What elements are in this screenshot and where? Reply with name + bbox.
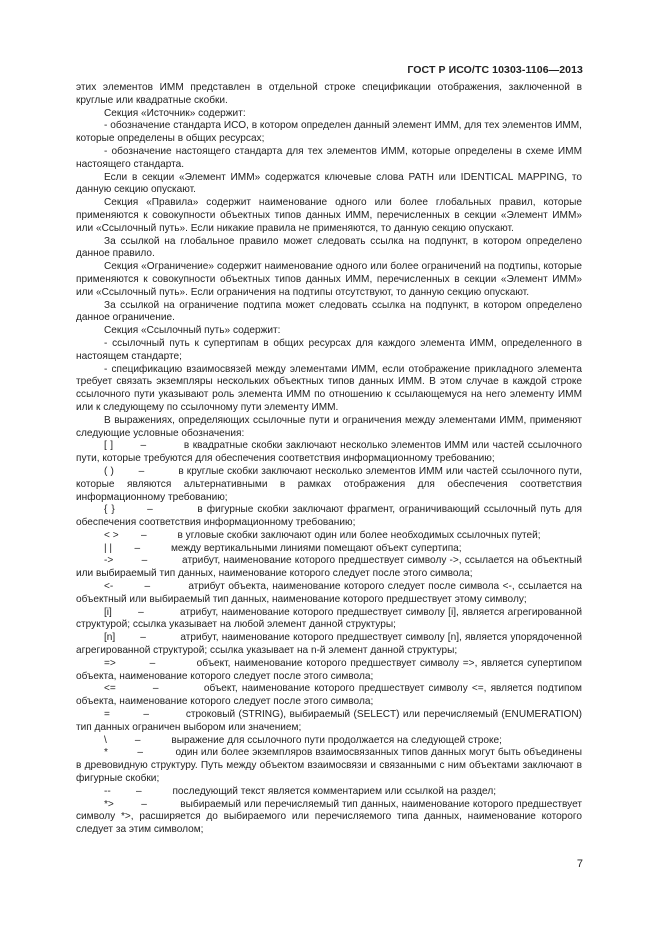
symbol: -- –: [104, 785, 170, 797]
symbol-desc: последующий текст является комментарием или ссылкой на раздел;: [172, 785, 497, 797]
symbol: <- –: [104, 581, 185, 593]
symbol-entry: [76, 530, 582, 543]
symbol-entry: [76, 683, 582, 709]
list-item: - ссылочный путь к супертипам в общих ресурсах для каждого элемента ИММ, определенного в настоящем стандарте;: [76, 337, 582, 362]
symbol: * –: [104, 747, 173, 759]
page-number: 7: [576, 858, 583, 870]
symbol-entry: [76, 632, 582, 658]
symbol-desc: выбираемый или перечисляемый тип данных, наименование которого предшествует символу *>, расширяется до выбираемого или перечисляемого типа данных, наименование которого следует за этим символом;: [76, 798, 582, 836]
symbol-desc: между вертикальными линиями помещают объект супертипа;: [170, 542, 462, 554]
symbol-desc: атрибут объекта, наименование которого следует после символа <-, ссылается на объектный или выбираемый тип данных, наименование которого предшествует этому символу;: [76, 581, 582, 605]
symbol-entry: [76, 504, 582, 530]
symbol-entry: [76, 658, 582, 684]
symbol-entry: [76, 747, 582, 785]
paragraph: Секция «Правила» содержит наименование одного или более глобальных правил, которые применяются к совокупности объектных типов данных ИММ, перечисленных в секции «Элемент ИММ» или «Ссылочный путь». Если никакие правила не применяются, то данную секцию опускают.: [76, 197, 582, 234]
symbol-desc: атрибут, наименование которого предшествует символу [i], является агрегированной структурой; ссылка указывает на любой элемент данной структуры;: [76, 606, 582, 631]
symbol: <= –: [104, 683, 200, 695]
paragraph: этих элементов ИММ представлен в отдельной строке спецификации отображения, заключенной в круглые или квадратные скобки.: [76, 82, 582, 106]
symbol-desc: один или более экземпляров взаимосвязанных типов данных могут быть объединены в древовидную структуру. Путь между объектом взаимосвязи и связанными с ним объектами заключают в фигурные скобки;: [76, 747, 582, 785]
symbol: < > –: [104, 529, 175, 541]
paragraph: В выражениях, определяющих ссылочные пути и ограничения между элементами ИММ, применяют следующие условные обозначения:: [76, 414, 582, 439]
symbol-entry: [76, 799, 582, 837]
symbol-entry: [76, 786, 582, 799]
symbol: [n] –: [104, 632, 178, 644]
symbol-entry: [76, 543, 582, 556]
symbol-entry: [76, 607, 582, 633]
document-header: ГОСТ Р ИСО/ТС 10303-1106—2013: [407, 64, 583, 76]
document-body: [76, 82, 582, 837]
symbol-entry: [76, 466, 582, 504]
symbol: { } –: [104, 504, 194, 516]
symbol-desc: объект, наименование которого предшествует символу =>, является супертипом объекта, наименование которого следует после этого символа;: [76, 657, 582, 682]
paragraph: Секция «Ограничение» содержит наименование одного или более ограничений на подтипы, которые применяются к совокупности объектных типов данных ИММ, перечисленных в секции «Элемент ИММ» или «Ссылочный путь». Если ограничения на подтипы отсутствуют, то данную секцию опускают.: [76, 261, 582, 298]
symbol: [i] –: [104, 606, 177, 618]
symbol: | | –: [104, 542, 169, 554]
symbol-desc: выражение для ссылочного пути продолжается на следующей строке;: [171, 734, 502, 746]
list-item: - спецификацию взаимосвязей между элементами ИММ, если отображение прикладного элемента требует связать экземпляры нескольких объектных типов данных ИММ. В этом случае в каждой строке ссылочного пути указывают роль элемента ИММ по отношению к ссылающемуся на него элементу ИММ или к следующему по ссылочному пути элементу ИММ.: [76, 363, 582, 413]
paragraph: За ссылкой на ограничение подтипа может следовать ссылка на подпункт, в котором определено данное ограничение.: [76, 299, 582, 324]
list-item: [76, 120, 582, 146]
symbol: ( ) –: [104, 465, 176, 477]
symbol: \ –: [104, 734, 169, 746]
list-item-text: - обозначение стандарта ИСО, в котором определен данный элемент ИММ, для тех элементов ИММ, которые определены в общих ресурсах;: [76, 120, 582, 145]
symbol-entry: [76, 735, 582, 748]
symbol-desc: в угловые скобки заключают один или более необходимых ссылочных путей;: [177, 529, 541, 541]
symbol-desc: в круглые скобки заключают несколько элементов ИММ или частей ссылочного пути, которые являются альтернативными в рамках отображения для обеспечения соответствия информационному требованию;: [76, 465, 583, 503]
paragraph: За ссылкой на глобальное правило может следовать ссылка на подпункт, в котором определено данное правило.: [76, 235, 582, 260]
symbol-desc: в квадратные скобки заключают несколько элементов ИММ или частей ссылочного пути, которые требуются для обеспечения соответствия информационному требованию;: [76, 440, 582, 465]
symbol-entry: [76, 440, 582, 466]
list-item-text: - обозначение настоящего стандарта для тех элементов ИММ, которые определены в схеме ИММ настоящего стандарта.: [76, 145, 582, 170]
symbol: *> –: [104, 798, 178, 810]
paragraph: Если в секции «Элемент ИММ» содержатся ключевые слова PATH или IDENTICAL MAPPING, то данную секцию опускают.: [76, 171, 582, 196]
symbol-desc: объект, наименование которого предшествует символу <=, является подтипом объекта, наименование которого следует после этого символа;: [76, 683, 582, 708]
symbol-desc: атрибут, наименование которого предшествует символу [n], является упорядоченной агрегированной структурой; ссылка указывает на n-й элемент данной структуры;: [76, 632, 582, 657]
symbol-desc: атрибут, наименование которого предшествует символу ->, ссылается на объектный или выбираемый тип данных, наименование которого следует после этого символа;: [76, 555, 583, 580]
symbol-entry: [76, 709, 582, 735]
symbol-entry: [76, 555, 582, 581]
symbol: [ ] –: [104, 440, 181, 452]
symbol-desc: строковый (STRING), выбираемый (SELECT) или перечисляемый (ENUMERATION) тип данных ограничен выбором или значением;: [76, 709, 582, 733]
symbol: = –: [104, 709, 183, 721]
list-item: [76, 146, 582, 172]
symbol-entry: [76, 581, 582, 607]
symbol-desc: в фигурные скобки заключают фрагмент, ограничивающий ссылочный путь для обеспечения соответствия информационному требованию;: [76, 504, 583, 529]
paragraph: Секция «Источник» содержит:: [104, 107, 246, 119]
paragraph: Секция «Ссылочный путь» содержит:: [104, 325, 281, 337]
symbol: => –: [104, 657, 193, 669]
symbol: -> –: [104, 555, 179, 567]
